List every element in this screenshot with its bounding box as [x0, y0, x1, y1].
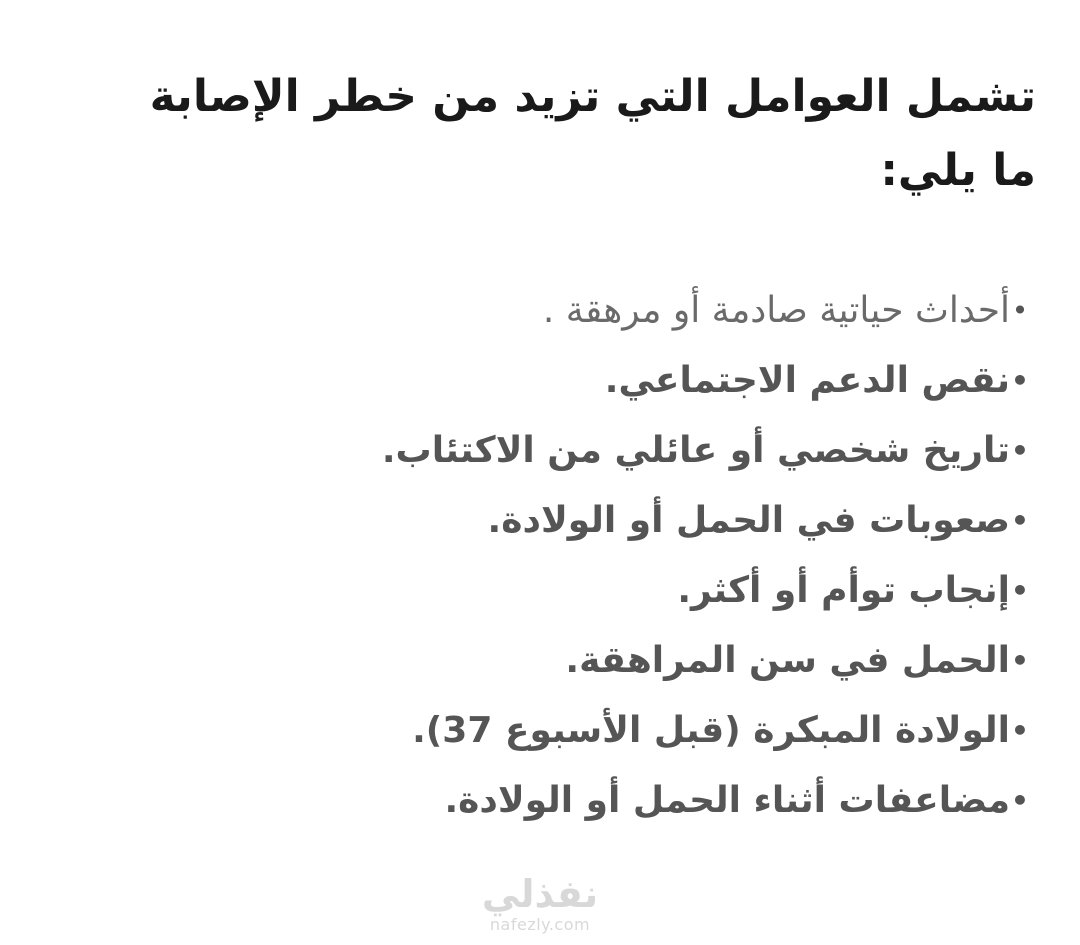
risk-factors-list — [110, 276, 1029, 836]
list-item-multiples — [110, 556, 1029, 626]
list-item-text: تاريخ شخصي أو عائلي من الاكتئاب. — [381, 430, 1010, 471]
watermark-brand-url: nafezly.com — [489, 915, 591, 934]
watermark-brand-ar: نفذلي — [481, 872, 599, 916]
list-item-preterm-birth — [110, 696, 1029, 766]
list-item-text: الولادة المبكرة (قبل الأسبوع 37). — [412, 710, 1010, 751]
bullet-icon: • — [1011, 574, 1029, 607]
list-item-text: مضاعفات أثناء الحمل أو الولادة. — [444, 780, 1010, 821]
nafezly-watermark — [472, 872, 608, 934]
bullet-icon: • — [1011, 784, 1029, 817]
list-item-text: إنجاب توأم أو أكثر. — [677, 570, 1010, 611]
bullet-icon: • — [1011, 714, 1029, 747]
list-item-pregnancy-difficulties — [110, 486, 1029, 556]
list-item-social-support — [110, 346, 1029, 416]
list-item-text: أحداث حياتية صادمة أو مرهقة . — [542, 290, 1010, 331]
bullet-icon: • — [1011, 434, 1029, 467]
risk-factors-heading: تشمل العوامل التي تزيد من خطر الإصابة ما يلي: — [149, 71, 1036, 196]
list-item-complications — [110, 766, 1029, 836]
bullet-icon: • — [1011, 504, 1029, 537]
bullet-icon: • — [1011, 364, 1029, 397]
list-item-text: نقص الدعم الاجتماعي. — [604, 360, 1010, 401]
bullet-icon: • — [1011, 644, 1029, 677]
bullet-icon: • — [1011, 294, 1029, 327]
list-item-depression-history — [110, 416, 1029, 486]
list-item-text: الحمل في سن المراهقة. — [565, 640, 1010, 681]
list-item-traumatic-events — [110, 276, 1029, 346]
list-item-text: صعوبات في الحمل أو الولادة. — [487, 500, 1010, 541]
list-item-teen-pregnancy — [110, 626, 1029, 696]
